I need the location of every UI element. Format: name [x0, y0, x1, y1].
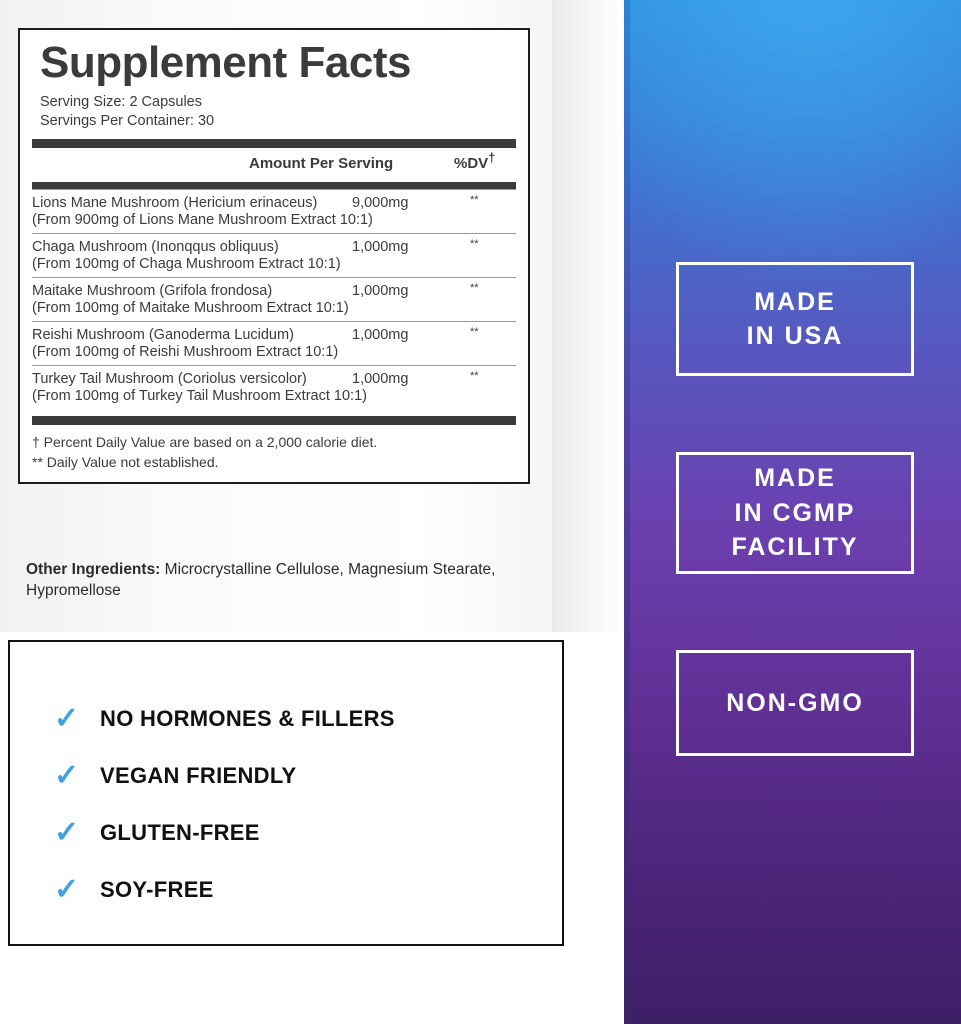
other-ingredients — [26, 560, 496, 602]
footnote-dv-not-established: ** Daily Value not established. — [32, 454, 219, 471]
check-icon: ✓ — [54, 815, 80, 849]
ingredient-name: Lions Mane Mushroom (Hericium erinaceus) — [32, 194, 318, 211]
table-row — [32, 233, 516, 277]
badge-line-1: MADE — [754, 464, 836, 493]
ingredient-amount: 1,000mg — [352, 326, 409, 343]
header-percent-dv — [454, 151, 516, 172]
claims-panel — [8, 640, 564, 946]
supplement-facts-title: Supplement Facts — [40, 38, 411, 87]
badge-made-in-cgmp-facility — [676, 452, 914, 574]
badge-non-gmo — [676, 650, 914, 756]
claim-label: SOY-FREE — [100, 876, 214, 902]
ingredient-source: (From 100mg of Chaga Mushroom Extract 10:1) — [32, 255, 341, 272]
claim-label: GLUTEN-FREE — [100, 819, 260, 845]
footnote-daily-value-basis: † Percent Daily Value are based on a 2,000 calorie diet. — [32, 433, 378, 450]
table-row — [32, 277, 516, 321]
footnotes — [32, 432, 516, 473]
badges-gradient-panel — [624, 0, 961, 1024]
badge-made-in-usa — [676, 262, 914, 376]
check-icon: ✓ — [54, 758, 80, 792]
ingredient-source: (From 100mg of Maitake Mushroom Extract 10:1) — [32, 299, 349, 316]
table-row — [32, 189, 516, 233]
other-ingredients-text: Microcrystalline Cellulose, Magnesium Stearate, Hypromellose — [26, 561, 496, 599]
ingredient-name: Chaga Mushroom (Inonqqus obliquus) — [32, 238, 279, 255]
serving-size: Serving Size: 2 Capsules — [40, 93, 202, 110]
table-header-row — [32, 148, 516, 175]
list-item — [54, 747, 562, 804]
ingredient-name: Maitake Mushroom (Grifola frondosa) — [32, 282, 273, 299]
ingredient-dv: ** — [470, 237, 479, 250]
check-icon: ✓ — [54, 872, 80, 906]
supplement-facts-panel — [18, 28, 530, 484]
badge-line-2: IN USA — [746, 322, 844, 350]
ingredient-amount: 1,000mg — [352, 238, 409, 255]
ingredient-dv: ** — [470, 325, 479, 338]
ingredient-source: (From 100mg of Reishi Mushroom Extract 10:1) — [32, 343, 339, 360]
check-icon: ✓ — [54, 701, 80, 735]
badge-line-3: FACILITY — [731, 533, 859, 562]
ingredient-source: (From 100mg of Turkey Tail Mushroom Extract 10:1) — [32, 387, 367, 404]
ingredient-name: Turkey Tail Mushroom (Coriolus versicolor) — [32, 370, 307, 387]
list-item — [54, 861, 562, 918]
list-item — [54, 804, 562, 861]
header-percent-dv-text: %DV — [454, 154, 489, 172]
badge-line-1: NON-GMO — [726, 688, 864, 717]
claim-label: VEGAN FRIENDLY — [100, 762, 297, 788]
badge-line-1: MADE — [754, 287, 836, 316]
list-item — [54, 690, 562, 747]
table-row — [32, 365, 516, 409]
panel-left-edge — [624, 0, 630, 1024]
bottle-edge-shading — [552, 0, 624, 632]
ingredient-name: Reishi Mushroom (Ganoderma Lucidum) — [32, 326, 294, 343]
divider-thick-top — [32, 139, 516, 148]
servings-per-container: Servings Per Container: 30 — [40, 113, 215, 130]
ingredient-amount: 1,000mg — [352, 370, 409, 387]
other-ingredients-label: Other Ingredients: — [26, 561, 161, 578]
claim-label: NO HORMONES & FILLERS — [100, 705, 395, 731]
badge-line-2: IN CGMP — [734, 498, 856, 527]
ingredient-amount: 9,000mg — [352, 194, 409, 211]
header-amount-per-serving: Amount Per Serving — [249, 154, 394, 172]
ingredient-dv: ** — [470, 193, 479, 206]
ingredient-amount: 1,000mg — [352, 282, 409, 299]
ingredient-dv: ** — [470, 281, 479, 294]
table-row — [32, 321, 516, 365]
divider-thick-header — [32, 182, 516, 189]
ingredient-source: (From 900mg of Lions Mane Mushroom Extract 10:1) — [32, 211, 373, 228]
ingredient-dv: ** — [470, 369, 479, 382]
divider-thick-bottom — [32, 416, 516, 425]
header-percent-dv-dagger: † — [488, 150, 496, 165]
